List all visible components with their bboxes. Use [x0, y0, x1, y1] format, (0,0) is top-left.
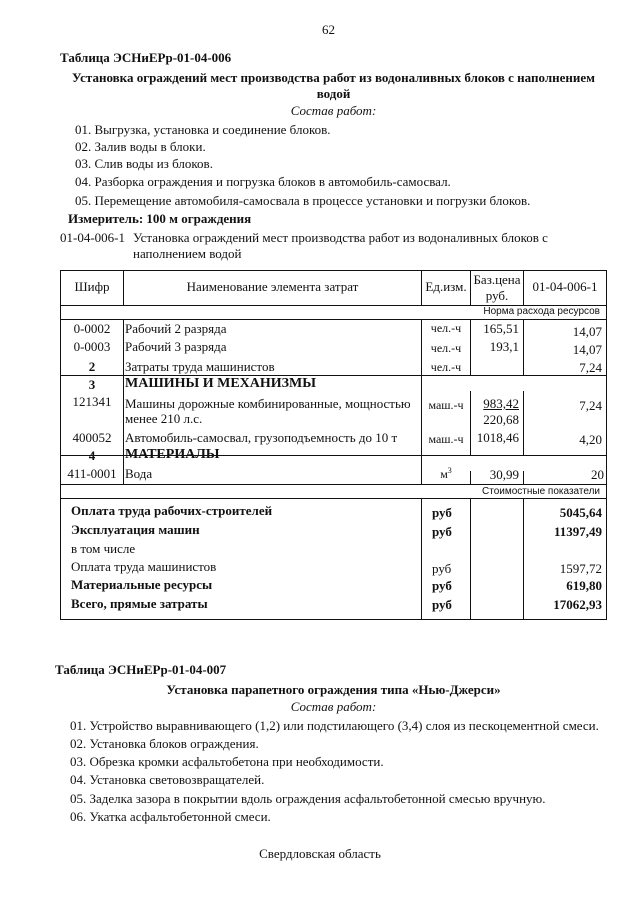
total-unit: руб [432, 524, 452, 539]
header-unit: Ед.изм. [425, 279, 467, 294]
row-name: Рабочий 2 разряда [125, 321, 227, 336]
section-name: МАШИНЫ И МЕХАНИЗМЫ [125, 376, 317, 391]
table2-caption: Таблица ЭСНиЕРр-01-04-007 [55, 662, 227, 677]
total-value: 5045,64 [559, 505, 602, 520]
row-unit: чел.-ч [430, 321, 462, 335]
header-norm: 01-04-006-1 [532, 279, 598, 294]
table2-work-item: 06. Укатка асфальтобетонной смеси. [70, 809, 271, 824]
total-unit: руб [432, 578, 452, 593]
row-norm: 14,07 [572, 324, 602, 339]
table2-work-item: 05. Заделка зазора в покрытии вдоль ограждения асфальтобетонной смесью вручную. [70, 791, 546, 806]
page-number: 62 [322, 22, 335, 37]
row-norm: 4,20 [579, 432, 602, 447]
table1-title-line1: Установка ограждений мест производства работ из водоналивных блоков с наполнением [72, 70, 595, 85]
row-name: Автомобиль-самосвал, грузоподъемность до 10 т [125, 430, 398, 445]
row-price-line2: 220,68 [483, 412, 519, 427]
table1-item-code: 01-04-006-1 [60, 230, 125, 245]
total-value: 1597,72 [559, 561, 602, 576]
table1-works-heading: Состав работ: [290, 103, 377, 118]
table1-item-desc-line1: Установка ограждений мест производства работ из водоналивных блоков с [133, 230, 548, 245]
total-unit: руб [432, 597, 452, 612]
total-value: 11397,49 [553, 524, 602, 539]
row-norm: 7,24 [579, 398, 602, 413]
row-code: 400052 [72, 430, 112, 445]
table1-work-item: 04. Разборка ограждения и погрузка блоков в автомобиль-самосвал. [75, 174, 451, 189]
table2-works-heading: Состав работ: [290, 699, 377, 714]
table2-work-item: 03. Обрезка кромки асфальтобетона при необходимости. [70, 754, 384, 769]
header-price-line1: Баз.цена [473, 272, 521, 287]
row-name-line2: менее 210 л.с. [125, 411, 203, 426]
section-code: 4 [88, 448, 96, 463]
header-code: Шифр [74, 279, 110, 294]
row-price: 30,99 [489, 467, 519, 482]
row-code: 0-0002 [73, 321, 111, 336]
total-name: Эксплуатация машин [71, 522, 200, 537]
row-name: Затраты труда машинистов [125, 359, 275, 374]
section-code: 3 [88, 377, 96, 392]
row-code: 2 [88, 359, 96, 374]
row-price: 165,51 [483, 321, 519, 336]
row-name: Рабочий 3 разряда [125, 339, 227, 354]
row-code: 121341 [72, 394, 112, 409]
row-unit: маш.-ч [428, 398, 464, 412]
total-name: в том числе [71, 541, 136, 556]
total-unit: руб [432, 561, 452, 576]
cost-caption: Стоимостные показатели [482, 486, 600, 497]
total-name: Оплата труда рабочих-строителей [71, 503, 273, 518]
table1-title-line2: водой [316, 86, 351, 101]
table2-work-item: 02. Установка блоков ограждения. [70, 736, 259, 751]
row-code: 0-0003 [73, 339, 111, 354]
total-value: 17062,93 [553, 597, 602, 612]
table1-work-item: 02. Залив воды в блоки. [75, 139, 206, 154]
total-name: Оплата труда машинистов [71, 559, 217, 574]
row-unit: чел.-ч [430, 360, 462, 374]
table1-caption: Таблица ЭСНиЕРр-01-04-006 [60, 50, 232, 65]
row-unit: чел.-ч [430, 341, 462, 355]
row-code: 411-0001 [67, 466, 117, 481]
row-price: 193,1 [489, 339, 519, 354]
row-price: 1018,46 [476, 430, 519, 445]
footer-region: Свердловская область [259, 846, 381, 861]
row-name-line1: Машины дорожные комбинированные, мощностью [125, 396, 411, 411]
norm-caption: Норма расхода ресурсов [483, 306, 600, 317]
resource-table [60, 270, 607, 620]
row-norm: 20 [591, 467, 604, 482]
total-value: 619,80 [566, 578, 602, 593]
row-unit: маш.-ч [428, 432, 464, 446]
row-unit: $м^3$ [440, 466, 452, 481]
total-unit: руб [432, 505, 452, 520]
header-name: Наименование элемента затрат [186, 279, 359, 294]
table2-work-item: 04. Установка световозвращателей. [70, 772, 265, 787]
row-norm: 14,07 [572, 342, 602, 357]
table1-work-item: 03. Слив воды из блоков. [75, 156, 213, 171]
table1-meter: Измеритель: 100 м ограждения [68, 211, 252, 226]
section-name: МАТЕРИАЛЫ [125, 447, 220, 462]
total-name: Материальные ресурсы [71, 577, 213, 592]
table1-work-item: 01. Выгрузка, установка и соединение блоков. [75, 122, 331, 137]
row-name: Вода [125, 466, 153, 481]
table2-title: Установка парапетного ограждения типа «Нью-Джерси» [166, 682, 501, 697]
table1-work-item: 05. Перемещение автомобиля-самосвала в процессе установки и погрузки блоков. [75, 193, 531, 208]
table2-work-item: 01. Устройство выравнивающего (1,2) или подстилающего (3,4) слоя из пескоцементной смеси. [70, 718, 599, 733]
header-price-line2: руб. [485, 288, 509, 303]
table1-item-desc-line2: наполнением водой [133, 246, 242, 261]
total-name: Всего, прямые затраты [71, 596, 208, 611]
row-price-line1: 983,42 [483, 396, 519, 411]
row-norm: 7,24 [579, 360, 602, 375]
